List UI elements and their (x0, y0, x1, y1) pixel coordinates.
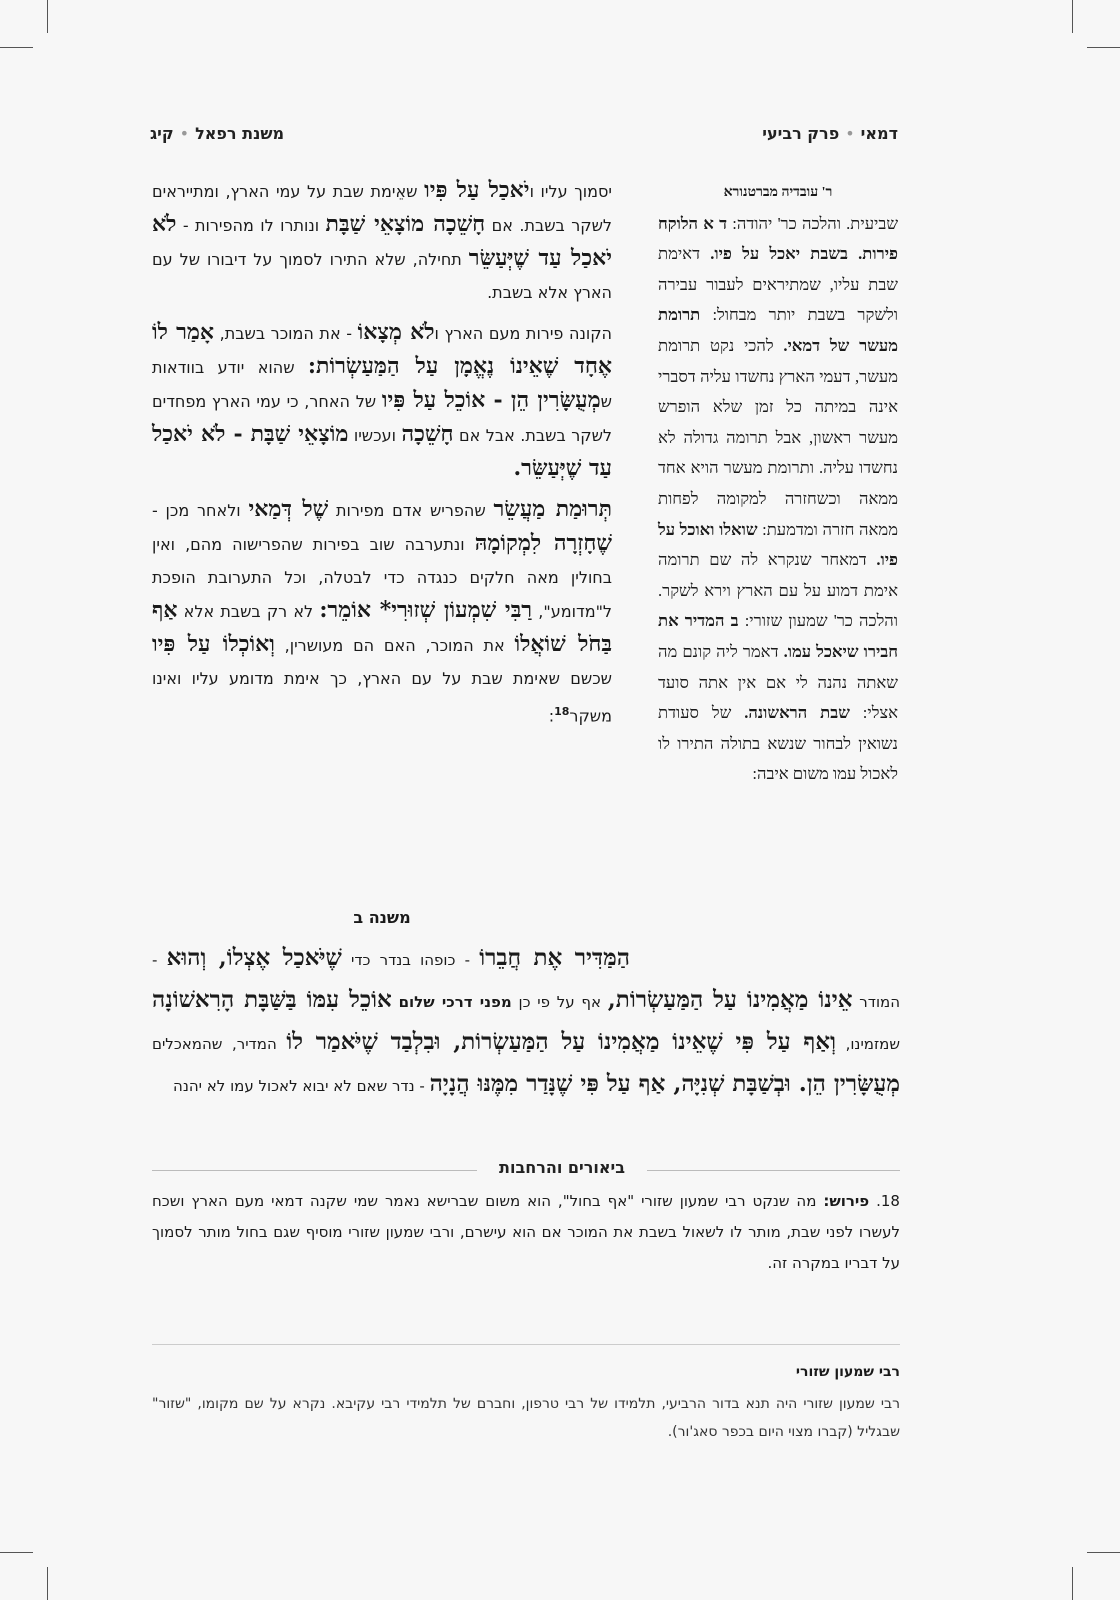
mishna-quote: שֶׁיֹּאכַל אֶצְלוֹ, וְהוּא (166, 944, 342, 971)
mishna-quote: הַמַּדִּיר אֶת חֲבֵרוֹ (479, 944, 630, 971)
commentary-text: אף על פי כן (511, 993, 608, 1011)
mishna-quote: חָשֵׁכָה (401, 421, 454, 447)
bio-title: רבי שמעון שזורי (795, 1364, 900, 1380)
commentary-text: דאימת שבת עליו, שמתיראים לעבור עבירה ולשקר בשבת יותר מבחול: (658, 244, 898, 325)
commentary-text: ועכשיו (348, 426, 402, 445)
header-chapter (762, 124, 898, 143)
commentary-text: את המוכר, האם הם מעושרין, (274, 636, 515, 655)
mishna-quote: שֶׁל דְּמַאי (248, 496, 329, 522)
commentary-text: לא רק בשבת אלא (177, 602, 320, 621)
commentary-text: להכי נקט תרומת מעשר, דעמי הארץ נחשדו עליה דסברי אינה במיתה כל זמן שלא הופרש מעשר ראשון, אבל תרומה גדולה לא נחשדו עליה. ותרומת מעשר הויא אחד ממאה וכשחזרה למקומה לפחות ממאה חזרה ומדמעת: (658, 335, 898, 539)
crop-mark (1087, 1552, 1120, 1553)
mishna-quote: לֹא יֹאכַל עַד שֶׁיְּעַשֵּׂר (152, 211, 612, 271)
crop-mark (1087, 47, 1120, 48)
running-header (150, 120, 898, 150)
book-title: משנת רפאל (195, 124, 285, 143)
mishna-heading: משנה ב (353, 908, 411, 927)
mishna-quote: וְאוֹכְלוֹ עַל פִּיו (152, 631, 275, 657)
mishna-quote: תְּרוּמַת מַעֲשֵׂר (493, 496, 613, 522)
paragraph (152, 316, 612, 486)
footnote-text: מה שנקט רבי שמעון שזורי "אף בחול", הוא משום שברישא נאמר שמי שקנה דמאי מעם הארץ ושכח לעשרו לפני שבת, מותר לו לשאול בשבת את המוכר אם הוא עישרם, ורבי שמעון שזורי מוסיף שגם בחול מותר לסמוך על דבריו במקרה זה. (152, 1192, 900, 1272)
commentary-text: שהוא יודע בוודאות ש (152, 358, 613, 411)
mishna-quote: שֶׁחָזְרָה לִמְקוֹמָהּ (474, 530, 613, 556)
mishna-quote: רַבִּי שִׁמְעוֹן שְׁזוּרִי* אוֹמֵר: (319, 597, 533, 623)
commentary-text: דמאחר שנקרא לה שם תרומה אימת דמוע על עם הארץ וירא לשקר. והלכה כר' שמעון שזורי: (658, 550, 898, 631)
footnote-18 (152, 1186, 900, 1279)
mishna-quote: חָשֵׁכָה מוֹצָאֵי שַׁבָּת (325, 211, 486, 237)
footnote-number: 18. (876, 1192, 900, 1210)
footnote-ref[interactable]: 18 (554, 705, 570, 718)
bartenura-body (658, 209, 898, 790)
mishna-quote: אַף בַּחֹל שׁוֹאֲלוֹ (152, 597, 613, 657)
dibur-hamatchil: תרומת מעשר של דמאי. (658, 305, 898, 355)
crop-mark (1072, 1567, 1073, 1600)
chapter-name: פרק רביעי (762, 124, 840, 143)
page-number: קיג (150, 124, 174, 143)
dibur-hamatchil: שואלו ואוכל על פיו. (658, 519, 898, 570)
crop-mark (0, 1552, 33, 1553)
commentary-text: שמזמינו, (836, 1035, 900, 1053)
mishna-quote: לֹא מְצָאוֹ (357, 319, 435, 345)
commentary-text: שהפריש אדם מפירות (328, 501, 494, 520)
dibur-hamatchil: ב המדיר את חבירו שיאכל עמו. (658, 611, 898, 661)
mishna-quote: מְעֻשָּׂרִין הֵן - אוֹכֵל עַל פִּיו (381, 387, 601, 413)
crop-mark (47, 0, 48, 33)
paragraph (152, 493, 612, 732)
mishna-quote: אוֹכֵל עִמּוֹ בַּשַּׁבָּת הָרִאשׁוֹנָה (152, 986, 392, 1013)
crop-mark (47, 1567, 48, 1600)
dibur-hamatchil: ד א הלוקח פירות. בשבת יאכל על פיו. (658, 213, 898, 264)
notes-heading-label: ביאורים והרחבות (499, 1158, 625, 1177)
mishna-b-body (152, 944, 901, 1097)
separator-dot: • (179, 124, 190, 143)
rule-line (152, 1170, 477, 1171)
bio-text: רבי שמעון שזורי היה תנא בדור הרביעי, תלמידו של רבי טרפון, וחברם של תלמידי רבי עקיבא. נקרא על שם מקומו, "שזור" שבגליל (קברו מצוי היום בכפר סאג'ור). (152, 1396, 900, 1440)
separator-dot: • (845, 124, 855, 143)
tractate-name: דמאי (860, 124, 898, 143)
commentary-text: שכשם שאימת שבת על עם הארץ, כך אימת מדומע עליו ואינו משקר (152, 669, 612, 726)
header-book (150, 124, 284, 143)
commentary-text: של האחר, כי עמי הארץ מפחדים לשקר בשבת. אבל אם (152, 392, 613, 445)
footnote-label: פירוש: (823, 1192, 870, 1210)
commentary-text: של סעודת נשואין לבחור שנשא בתולה התירו לו לאכול עמו משום איבה: (658, 703, 898, 784)
paragraph (152, 174, 612, 309)
crop-mark (0, 47, 33, 48)
commentary-text: יסמוך עליו ו (529, 182, 612, 201)
commentary-text: - המודר (152, 951, 901, 1011)
commentary-text: ונותרו לו מהפירות - (176, 216, 326, 235)
end-colon: : (548, 706, 555, 726)
commentary-text: הקונה פירות מעם הארץ ו (434, 324, 613, 343)
mishna-explanation (152, 174, 612, 739)
commentary-text: - כופהו בנדר כדי (341, 951, 480, 969)
mishna-quote: מוֹצָאֵי שַׁבָּת - לֹא יֹאכַל עַד שֶׁיְּעַשֵּׂר. (152, 421, 612, 481)
notes-heading (152, 1158, 900, 1180)
rule-line (647, 1170, 900, 1171)
mishna-quote: אָמַר לוֹ אֶחָד שֶׁאֵינוֹ נֶאֱמָן עַל הַמַּעַשְׂרוֹת: (152, 319, 613, 379)
bartenura-commentary (658, 178, 898, 790)
commentary-text: ולאחר מכן - (152, 501, 249, 520)
mishna-quote: יֹאכַל עַל פִּיו (424, 177, 530, 203)
bartenura-title: ר' עובדיה מברטנורא (723, 185, 833, 200)
mishna-quote: מְעֻשָּׂרִין הֵן. וּבְשַׁבָּת שְׁנִיָּה, אַף עַל פִּי שֶׁנָּדַר מִמֶּנּוּ הֲנָיָה (429, 1070, 900, 1097)
mishna-quote: אֵינוֹ מַאֲמִינוֹ עַל הַמַּעַשְׂרוֹת, (607, 986, 853, 1013)
commentary-text: ונתערבה שוב בפירות שהפרישוה מהם, ואין בחולין מאה חלקים כנגדה כדי לבטלה, וכל התערובת הופכת ל"מדומע", (152, 535, 613, 621)
commentary-text: המדיר, שהמאכלים (152, 1035, 287, 1053)
dibur-hamatchil: שבת הראשונה. (744, 703, 850, 723)
commentary-text: - את המוכר בשבת, (214, 324, 358, 343)
commentary-text: שביעית. והלכה כר' יהודה: (727, 213, 898, 233)
bold-phrase: מפני דרכי שלום (398, 993, 512, 1011)
commentary-text: - נדר שאם לא יבוא לאכול עמו לא יהנה (173, 1077, 430, 1095)
commentary-text: דאמר ליה קונם מה שאתה נהנה לי אם אין אתה סועד אצלי: (658, 641, 898, 723)
commentary-text (392, 993, 399, 1011)
section-divider (152, 1344, 900, 1345)
crop-mark (1072, 0, 1073, 33)
mishna-quote: וְאַף עַל פִּי שֶׁאֵינוֹ מַאֲמִינוֹ עַל הַמַּעַשְׂרוֹת, וּבִלְבַד שֶׁיֹּאמַר לוֹ (286, 1028, 837, 1055)
commentary-text: תחילה, שלא התירו לסמוך על דיבורו של עם הארץ אלא בשבת. (152, 250, 612, 302)
mishna-b-text (152, 938, 900, 1106)
commentary-text: שאֵימת שבת על עמי הארץ, ומתייראים לשקר בשבת. אם (152, 182, 613, 235)
